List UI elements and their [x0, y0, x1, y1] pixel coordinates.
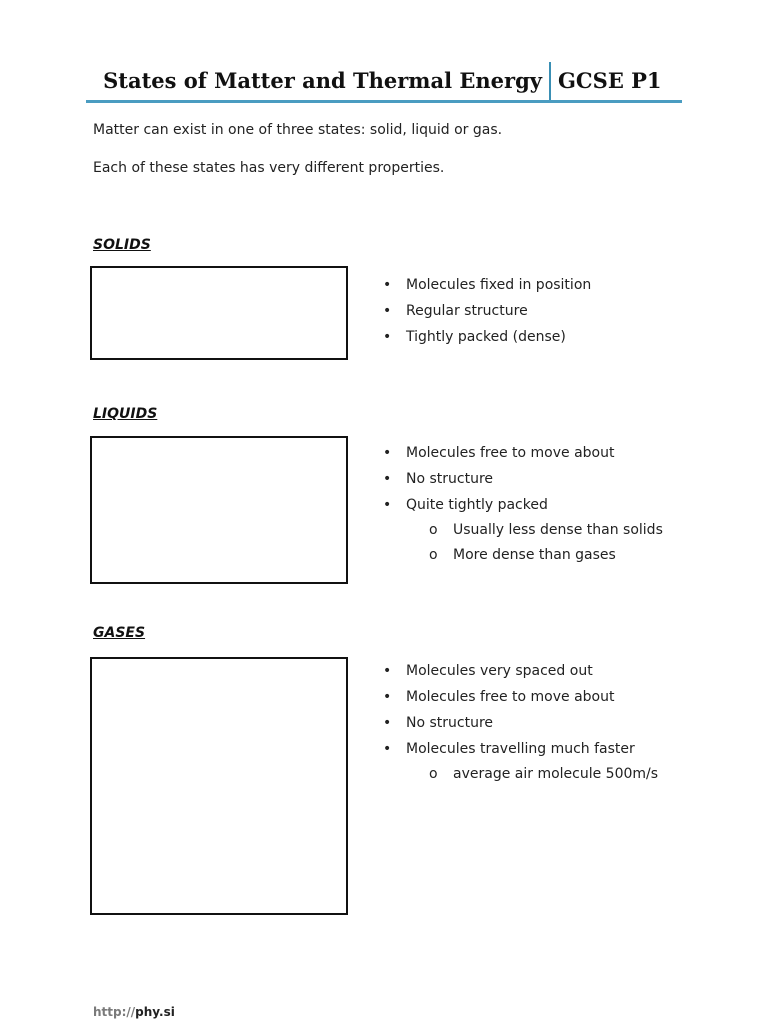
solids-drawing-box [90, 266, 348, 360]
subject-label: GCSE P1 [558, 68, 662, 93]
header-rule [86, 100, 682, 103]
bullet-icon: • [383, 329, 392, 345]
hollow-bullet-icon: o [429, 547, 438, 563]
list-item-text: Molecules fixed in position [406, 277, 592, 293]
page-title: States of Matter and Thermal Energy [103, 68, 542, 93]
list-item-text: Tightly packed (dense) [406, 329, 566, 345]
bullet-icon: • [383, 663, 392, 679]
gases-drawing-box [90, 657, 348, 915]
footer-protocol: http:// [93, 1005, 136, 1019]
header-divider [549, 62, 551, 100]
list-item-text: No structure [406, 471, 494, 487]
bullet-icon: • [383, 445, 392, 461]
solids-heading: SOLIDS [93, 237, 151, 253]
sub-list-item-text: average air molecule 500m/s [453, 766, 659, 782]
list-item-text: Molecules travelling much faster [406, 741, 635, 757]
bullet-icon: • [383, 741, 392, 757]
bullet-icon: • [383, 471, 392, 487]
hollow-bullet-icon: o [429, 766, 438, 782]
list-item-text: Molecules very spaced out [406, 663, 593, 679]
gases-heading: GASES [93, 625, 146, 641]
bullet-icon: • [383, 689, 392, 705]
bullet-icon: • [383, 303, 392, 319]
intro-line-1: Matter can exist in one of three states: solid, liquid or gas. [93, 122, 503, 138]
hollow-bullet-icon: o [429, 522, 438, 538]
bullet-icon: • [383, 277, 392, 293]
list-item-text: No structure [406, 715, 494, 731]
intro-line-2: Each of these states has very different properties. [93, 160, 445, 176]
list-item-text: Regular structure [406, 303, 528, 319]
document-header [86, 62, 682, 100]
list-item-text: Molecules free to move about [406, 689, 615, 705]
footer-link[interactable] [93, 1005, 175, 1019]
list-item-text: Quite tightly packed [406, 497, 548, 513]
bullet-icon: • [383, 715, 392, 731]
sub-list-item-text: Usually less dense than solids [453, 522, 663, 538]
bullet-icon: • [383, 497, 392, 513]
liquids-drawing-box [90, 436, 348, 584]
list-item-text: Molecules free to move about [406, 445, 615, 461]
footer-domain: phy.si [135, 1005, 175, 1019]
liquids-heading: LIQUIDS [93, 406, 158, 422]
sub-list-item-text: More dense than gases [453, 547, 616, 563]
